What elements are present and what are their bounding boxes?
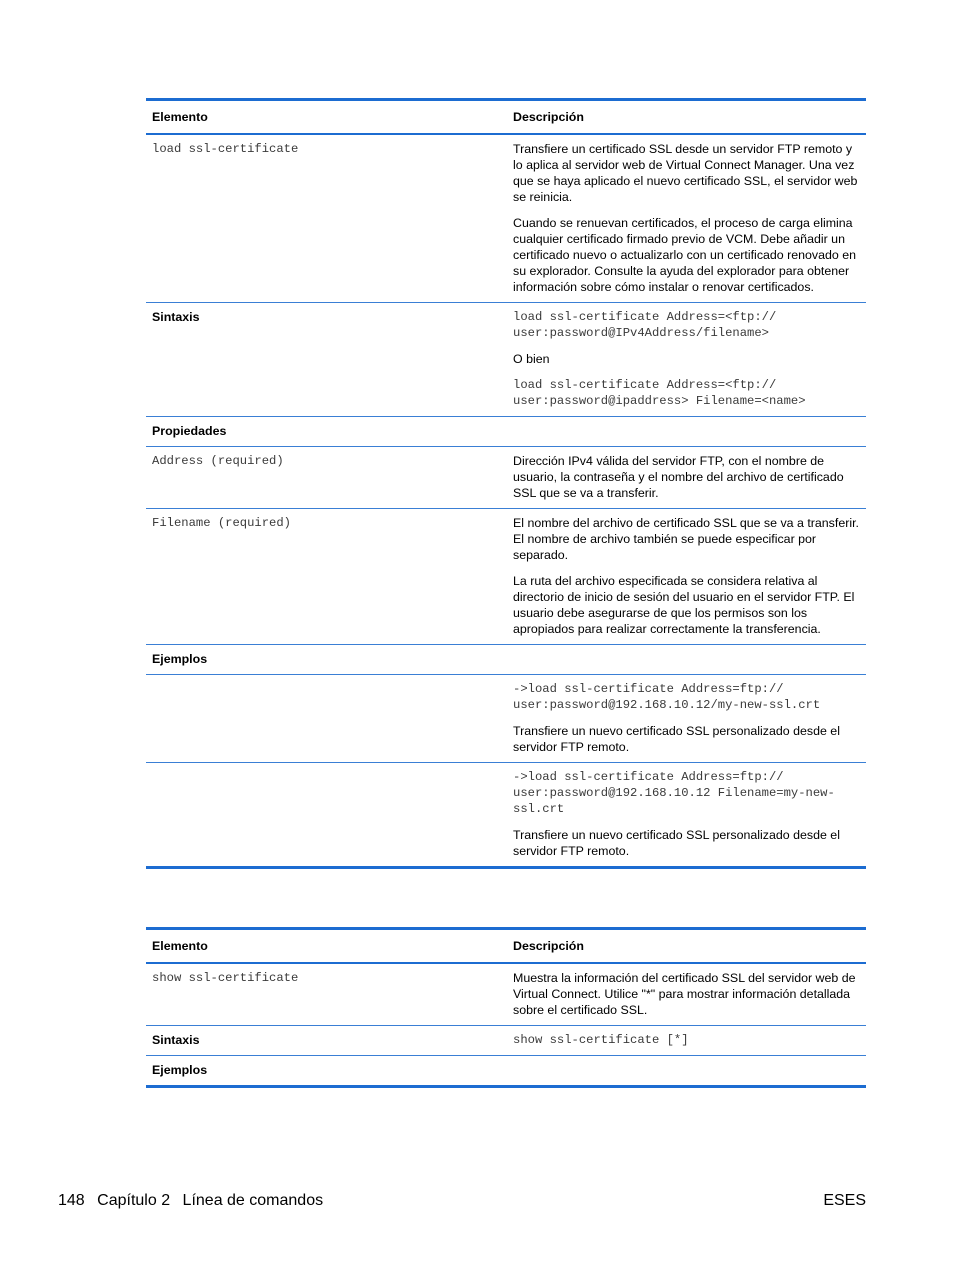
- syntax-label: Sintaxis: [146, 1026, 507, 1056]
- description-paragraph: Cuando se renuevan certificados, el proceso de carga elimina cualquier certificado firmado previo de VCM. Debe añadir un certificado nuevo o actualizarlo con un certificado renovado en su explorador. Consulte la ayuda del explorador para obtener información sobre cómo instalar o renovar certificados.: [513, 216, 857, 294]
- empty-cell: [146, 763, 507, 868]
- table-row: [146, 303, 866, 417]
- syntax-content: [507, 303, 866, 417]
- examples-label: Ejemplos: [146, 645, 507, 675]
- header-element: Elemento: [146, 100, 507, 135]
- syntax-code: load ssl-certificate Address=<ftp:// user:password@ipaddress> Filename=<name>: [513, 378, 806, 408]
- command-description: [507, 134, 866, 303]
- empty-cell: [507, 645, 866, 675]
- table-row: [146, 645, 866, 675]
- table-header-row: [146, 929, 866, 964]
- property-description: [507, 509, 866, 645]
- example-code: ->load ssl-certificate Address=ftp:// user:password@192.168.10.12 Filename=my-new- ssl.crt: [513, 770, 835, 816]
- table-row: [146, 763, 866, 868]
- language-code: ESES: [823, 1192, 866, 1209]
- property-name: Address (required): [146, 447, 507, 509]
- table-row: [146, 134, 866, 303]
- chapter-title: Línea de comandos: [182, 1192, 324, 1209]
- empty-cell: [507, 417, 866, 447]
- description-paragraph: Transfiere un certificado SSL desde un servidor FTP remoto y lo aplica al servidor web de Virtual Connect Manager. Una vez que se haya aplicado el nuevo certificado SSL, el servidor web se reinicia.: [513, 142, 858, 204]
- description-paragraph: La ruta del archivo especificada se considera relativa al directorio de inicio de sesión del usuario en el servidor FTP. El usuario debe asegurarse de que los permisos son los apropiados para realizar correctamente la transferencia.: [513, 574, 855, 636]
- table-row: [146, 447, 866, 509]
- table-row: [146, 1026, 866, 1056]
- table-header-row: [146, 100, 866, 135]
- properties-label: Propiedades: [146, 417, 507, 447]
- example-content: [507, 675, 866, 763]
- empty-cell: [507, 1056, 866, 1087]
- show-ssl-certificate-table: [146, 927, 866, 1088]
- table-row: [146, 1056, 866, 1087]
- page-number: 148: [58, 1192, 85, 1209]
- table-row: [146, 963, 866, 1026]
- command-name: load ssl-certificate: [146, 134, 507, 303]
- table-row: [146, 417, 866, 447]
- page-footer: [58, 1190, 866, 1212]
- header-description: Descripción: [507, 100, 866, 135]
- chapter-label: Capítulo 2: [97, 1192, 171, 1209]
- load-ssl-certificate-table: [146, 98, 866, 869]
- syntax-label: Sintaxis: [146, 303, 507, 417]
- header-description: Descripción: [507, 929, 866, 964]
- property-name: Filename (required): [146, 509, 507, 645]
- example-description: Transfiere un nuevo certificado SSL personalizado desde el servidor FTP remoto.: [513, 828, 840, 858]
- table-row: [146, 675, 866, 763]
- syntax-code: show ssl-certificate [*]: [507, 1026, 866, 1056]
- command-description: Muestra la información del certificado SSL del servidor web de Virtual Connect. Utilice "*" para mostrar información detallada sobre el certificado SSL.: [507, 963, 866, 1026]
- description-paragraph: El nombre del archivo de certificado SSL que se va a transferir. El nombre de archivo también se puede especificar por separado.: [513, 516, 859, 562]
- empty-cell: [146, 675, 507, 763]
- syntax-or: O bien: [513, 352, 550, 366]
- examples-label: Ejemplos: [146, 1056, 507, 1087]
- table-row: [146, 509, 866, 645]
- header-element: Elemento: [146, 929, 507, 964]
- example-description: Transfiere un nuevo certificado SSL personalizado desde el servidor FTP remoto.: [513, 724, 840, 754]
- example-content: [507, 763, 866, 868]
- command-name: show ssl-certificate: [146, 963, 507, 1026]
- syntax-code: load ssl-certificate Address=<ftp:// user:password@IPv4Address/filename>: [513, 310, 777, 340]
- footer-left: [58, 1190, 331, 1212]
- property-description: Dirección IPv4 válida del servidor FTP, con el nombre de usuario, la contraseña y el nombre del archivo de certificado SSL que se va a transferir.: [507, 447, 866, 509]
- example-code: ->load ssl-certificate Address=ftp:// user:password@192.168.10.12/my-new-ssl.crt: [513, 682, 821, 712]
